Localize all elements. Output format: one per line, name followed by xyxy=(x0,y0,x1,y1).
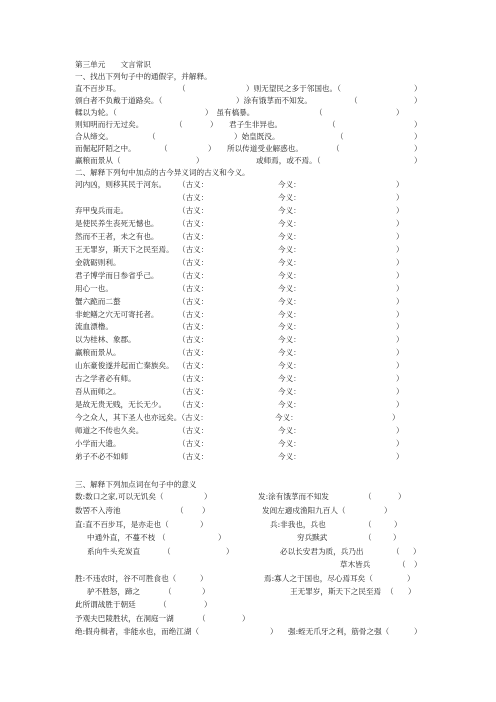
row-text: （古义： xyxy=(178,426,209,436)
s2-row xyxy=(0,218,496,230)
row-text: 今义： xyxy=(278,180,301,189)
row-text: （ xyxy=(158,533,166,542)
row-text: 今义： xyxy=(278,374,301,384)
row-text: ） xyxy=(200,574,208,583)
row-text: （古义： xyxy=(178,244,209,254)
row-text: （古义： xyxy=(178,451,209,461)
row-text: 君子博学而日参省乎己。 xyxy=(75,270,159,280)
row-text: 今义： xyxy=(278,400,301,410)
row-text: ） 君子生非异也。 xyxy=(210,120,283,129)
row-text: 直:直不百步耳，是亦走也（ xyxy=(75,520,169,529)
row-text: 非蛇鳝之穴无可寄托者。 xyxy=(75,309,159,319)
s2-row xyxy=(0,399,496,411)
row-text: （ xyxy=(315,108,323,117)
row-text: 今义： xyxy=(275,413,298,423)
row-text: ） xyxy=(394,520,402,529)
s1-row xyxy=(0,131,496,143)
s2-row xyxy=(0,270,496,282)
row-text: 此所谓战胜于朝廷 xyxy=(75,600,136,609)
s2-row xyxy=(0,192,496,204)
row-text: （ xyxy=(336,132,344,141)
row-text: 焉:寡人之于国也，尽心焉耳矣（ xyxy=(264,574,373,583)
row-text: ） xyxy=(196,156,204,165)
s1-row xyxy=(0,155,496,167)
row-text: ） xyxy=(202,587,210,596)
row-text: （古义： xyxy=(178,205,209,215)
heading-text: 三、解释下列加点词在句子中的意义 xyxy=(75,480,197,489)
s2-row xyxy=(0,244,496,256)
s3-row xyxy=(0,599,496,611)
s3-row xyxy=(0,491,496,503)
row-text: 则知明而行无过矣。 xyxy=(75,120,144,129)
row-text: （ xyxy=(176,506,184,515)
s2-row xyxy=(0,451,496,463)
row-text: ） xyxy=(396,451,404,461)
row-text: 或师焉，或不焉。（ xyxy=(256,156,321,165)
row-text: 穷兵黩武 xyxy=(297,533,328,542)
row-text: 今义： xyxy=(278,309,301,319)
row-text: （古义： xyxy=(178,296,209,306)
row-text: 今义： xyxy=(278,426,301,436)
row-text: 今义： xyxy=(278,348,301,358)
row-text: ） xyxy=(396,387,404,397)
s3-row xyxy=(0,505,496,517)
s1-row xyxy=(0,107,496,119)
row-text: （古义： xyxy=(178,348,209,358)
row-text: ） xyxy=(396,218,404,228)
row-text: ） xyxy=(200,520,208,529)
s2-row xyxy=(0,373,496,385)
row-text: ） xyxy=(396,348,404,358)
row-text: ） xyxy=(396,270,404,280)
row-text: 王无罪岁，斯天下之民至焉 xyxy=(290,587,382,596)
section-2-heading xyxy=(0,167,496,179)
row-text: （ xyxy=(328,120,336,129)
row-text: 兵:非我也，兵也 xyxy=(270,520,326,529)
row-text: 必以长安君为质，兵乃出 xyxy=(280,547,364,556)
row-text: ） xyxy=(413,547,421,556)
row-text: ） xyxy=(396,361,404,371)
row-text: 今义： xyxy=(278,270,301,280)
row-text: 王无罪岁，斯天下之民至焉。 xyxy=(75,244,174,254)
row-text: 强:蛭无爪牙之利，筋骨之强（ xyxy=(288,627,390,636)
row-text: （古义： xyxy=(178,400,209,410)
row-text: ） xyxy=(396,335,404,345)
row-text: （ xyxy=(398,560,406,569)
row-text: ） xyxy=(396,108,404,117)
row-text: （ xyxy=(164,587,172,596)
row-text: 今义： xyxy=(278,257,301,267)
row-text: 驴不胜怒，蹄之 xyxy=(87,587,141,596)
heading-text: 二、解释下列句中加点的古今异义词的古义和今义。 xyxy=(75,168,250,177)
row-text: 今义： xyxy=(278,231,301,241)
s3-row xyxy=(0,546,496,558)
row-text: 今义： xyxy=(278,218,301,228)
row-text: （ xyxy=(148,132,156,141)
s2-row xyxy=(0,257,496,269)
row-text: 而倔起阡陌之中。 xyxy=(75,144,136,153)
row-text: （ xyxy=(392,547,400,556)
row-text: （古义： xyxy=(178,374,209,384)
row-text: （古义： xyxy=(178,231,209,241)
row-text: 今义： xyxy=(278,387,301,397)
row-text: （ xyxy=(364,520,372,529)
s2-row xyxy=(0,438,496,450)
row-text: 发:涂有饿莩而不知发 xyxy=(258,492,329,501)
row-text: ） xyxy=(204,600,212,609)
row-text: ） xyxy=(414,96,422,105)
row-text: 今义： xyxy=(278,451,301,461)
row-text: ） xyxy=(396,180,404,189)
row-text: 今义： xyxy=(278,439,301,448)
row-text: 今义： xyxy=(278,335,301,345)
s3-row xyxy=(0,532,496,544)
row-text: ） xyxy=(218,533,226,542)
row-text: （ xyxy=(163,547,171,556)
s3-row xyxy=(0,626,496,638)
row-text: ） xyxy=(396,322,404,332)
s1-row xyxy=(0,95,496,107)
row-text: 今义： xyxy=(278,244,301,254)
s3-row xyxy=(0,573,496,585)
row-text: ）则无望民之多于邻国也。（ xyxy=(246,84,341,93)
row-text: ） xyxy=(407,574,415,583)
row-text: 輮以为轮。（ xyxy=(75,108,117,117)
row-text: ） xyxy=(414,627,422,636)
row-text: ） xyxy=(242,614,250,623)
s2-row xyxy=(0,296,496,308)
page-title xyxy=(0,59,496,71)
row-text: （古义： xyxy=(178,218,209,228)
row-text: 是故无贵无贱，无长无少。 xyxy=(75,400,167,410)
row-text: 中通外直，不蔓不枝 xyxy=(87,533,156,542)
row-text: 然而不王者，未之有也。 xyxy=(75,231,159,241)
row-text: ） xyxy=(396,296,404,306)
row-text: 今义： xyxy=(278,283,301,293)
row-text: 蟹六跪而二螯 xyxy=(75,296,121,306)
row-text: （ xyxy=(386,587,394,596)
row-text: ） xyxy=(396,257,404,267)
row-text: 古之学者必有师。 xyxy=(75,374,136,384)
row-text: 今义： xyxy=(278,192,301,202)
row-text: ） xyxy=(393,533,401,542)
row-text: ） 虽有槁暴。 xyxy=(205,108,255,117)
s2-row xyxy=(0,347,496,359)
row-text: ）始皇既没。 xyxy=(234,132,280,141)
row-text: ） xyxy=(396,426,404,436)
row-text: （ xyxy=(175,120,183,129)
row-text: （ xyxy=(178,84,186,93)
heading-text: 一、找出下列句子中的通假字，并解释。 xyxy=(75,72,212,81)
s1-row xyxy=(0,119,496,131)
row-text: ） xyxy=(398,492,406,501)
s3-row xyxy=(0,613,496,625)
row-text: （古义： xyxy=(178,270,209,280)
s2-row xyxy=(0,412,496,424)
row-text: 予观夫巴陵胜状，在洞庭一湖 xyxy=(75,614,174,623)
s2-row xyxy=(0,321,496,333)
row-text: （古义： xyxy=(178,322,209,332)
s3-row xyxy=(0,519,496,531)
row-text: ） xyxy=(396,309,404,319)
row-text: ） xyxy=(414,120,422,129)
row-text: 直不百步耳。 xyxy=(75,84,121,93)
s2-row xyxy=(0,205,496,217)
row-text: ） xyxy=(414,132,422,141)
row-text: 赢粮而景从（ xyxy=(75,156,121,165)
row-text: 今义： xyxy=(278,361,301,371)
row-text: 河内凶，则移其民于河东。 xyxy=(75,180,167,189)
row-text: 发闾左適戍渔阳九百人（ xyxy=(262,506,346,515)
row-text: （古义： xyxy=(178,257,209,267)
row-text: （ xyxy=(159,600,167,609)
title-text: 第三单元 文言常识 xyxy=(75,60,151,69)
row-text: （古义： xyxy=(178,387,209,397)
row-text: （ xyxy=(332,144,340,153)
s2-row xyxy=(0,334,496,346)
row-text: 以为桂林、象郡。 xyxy=(75,335,136,345)
row-text: 数:数口之家,可以无饥矣（ xyxy=(75,492,164,501)
row-text: ）涂有饿莩而不知发。 xyxy=(236,96,312,105)
row-text: ） xyxy=(202,506,210,515)
row-text: ） xyxy=(392,413,400,423)
row-text: ） xyxy=(226,547,234,556)
row-text: 弃甲曳兵而走。 xyxy=(75,205,129,215)
row-text: 合从缔交。 xyxy=(75,132,113,141)
row-text: ） xyxy=(396,439,404,448)
row-text: 今义： xyxy=(278,205,301,215)
row-text: 师道之不传也久矣。 xyxy=(75,426,144,436)
row-text: （古义： xyxy=(178,439,209,448)
row-text: ） xyxy=(414,144,422,153)
row-text: （古义： xyxy=(178,180,209,189)
s3-row xyxy=(0,559,496,571)
row-text: ） xyxy=(270,627,278,636)
row-text: （古义： xyxy=(178,335,209,345)
s2-row xyxy=(0,283,496,295)
row-text: 今义： xyxy=(278,322,301,332)
row-text: 颁白者不负戴于道路矣。（ xyxy=(75,96,163,105)
s1-row xyxy=(0,83,496,95)
section-3-heading xyxy=(0,479,496,491)
row-text: （古义： xyxy=(178,361,209,371)
row-text: （ xyxy=(198,614,206,623)
row-text: （古义： xyxy=(178,309,209,319)
row-text: （ xyxy=(350,96,358,105)
row-text: ） xyxy=(396,244,404,254)
row-text: 草木皆兵 xyxy=(340,560,371,569)
s2-row xyxy=(0,309,496,321)
row-text: ） xyxy=(414,156,422,165)
row-text: ） xyxy=(396,283,404,293)
row-text: ） xyxy=(414,84,422,93)
s2-row xyxy=(0,231,496,243)
section-1-heading xyxy=(0,71,496,83)
row-text: 山东豪俊遂并起而亡秦族矣。 xyxy=(75,361,174,371)
row-text: ） xyxy=(396,374,404,384)
row-text: ） xyxy=(414,560,422,569)
row-text: （古义： xyxy=(178,192,209,202)
s2-row xyxy=(0,360,496,372)
s2-row xyxy=(0,179,496,191)
row-text: 流血漂橹。 xyxy=(75,322,113,332)
row-text: ） xyxy=(204,492,212,501)
row-text: ） xyxy=(408,587,416,596)
row-text: ） 所以传道受业解惑也。 xyxy=(208,144,303,153)
row-text: 今之众人，其下圣人也亦远矣。（古义： xyxy=(75,413,208,423)
row-text: 今义： xyxy=(278,296,301,306)
row-text: ） xyxy=(384,506,392,515)
row-text: ） xyxy=(396,231,404,241)
row-text: 金就砺则利。 xyxy=(75,257,121,267)
s2-row xyxy=(0,425,496,437)
row-text: （ xyxy=(160,144,168,153)
row-text: （ xyxy=(364,533,372,542)
row-text: 吾从而师之。 xyxy=(75,387,121,397)
s1-row xyxy=(0,143,496,155)
row-text: 胜:不违农时，谷不可胜食也（ xyxy=(75,574,177,583)
row-text: ） xyxy=(396,192,404,202)
row-text: 用心一也。 xyxy=(75,283,113,293)
row-text: 小学而大遗。 xyxy=(75,439,121,448)
row-text: 弟子不必不如师 xyxy=(75,451,129,461)
row-text: 绝:假舟楫者，非能水也，而绝江湖（ xyxy=(75,627,200,636)
row-text: 数罟不入洿池 xyxy=(75,506,121,515)
row-text: 赢粮而景从。 xyxy=(75,348,121,358)
s2-row xyxy=(0,386,496,398)
row-text: ） xyxy=(396,400,404,410)
s3-row xyxy=(0,586,496,598)
row-text: 系向牛头充炭直 xyxy=(87,547,141,556)
row-text: （ xyxy=(364,492,372,501)
row-text: ） xyxy=(396,205,404,215)
row-text: （古义： xyxy=(178,283,209,293)
row-text: 是使民养生丧死无憾也。 xyxy=(75,218,159,228)
